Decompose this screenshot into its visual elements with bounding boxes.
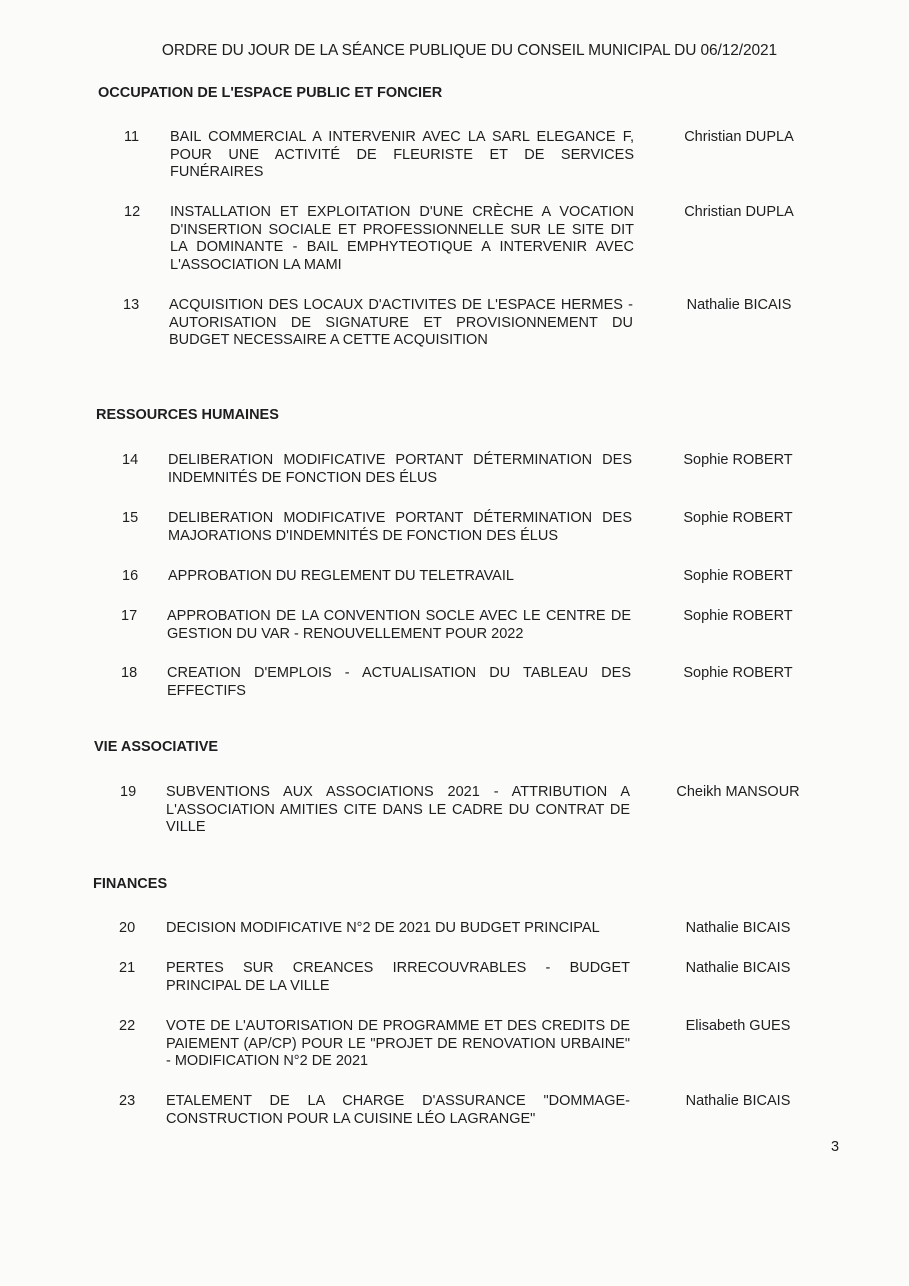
- item-rapporteur: Sophie ROBERT: [683, 665, 793, 681]
- item-number: 13: [123, 297, 140, 313]
- item-text: SUBVENTIONS AUX ASSOCIATIONS 2021 - ATTRIBUTION A L'ASSOCIATION AMITIES CITE DANS LE CADRE DU CONTRAT DE VILLE: [166, 784, 630, 836]
- item-text: ACQUISITION DES LOCAUX D'ACTIVITES DE L'ESPACE HERMES - AUTORISATION DE SIGNATURE ET PROVISIONNEMENT DU BUDGET NECESSAIRE A CETTE ACQUISITION: [169, 297, 633, 349]
- page-number: 3: [831, 1139, 840, 1155]
- item-text: VOTE DE L'AUTORISATION DE PROGRAMME ET DES CREDITS DE PAIEMENT (AP/CP) POUR LE "PROJET DE RENOVATION URBAINE" - MODIFICATION N°2 DE 2021: [166, 1018, 630, 1070]
- item-text: DELIBERATION MODIFICATIVE PORTANT DÉTERMINATION DES MAJORATIONS D'INDEMNITÉS DE FONCTION DES ÉLUS: [168, 510, 632, 544]
- item-number: 16: [122, 568, 139, 584]
- item-rapporteur: Nathalie BICAIS: [686, 297, 792, 313]
- item-number: 20: [119, 920, 136, 936]
- item-text: DECISION MODIFICATIVE N°2 DE 2021 DU BUDGET PRINCIPAL: [166, 920, 600, 936]
- item-text: INSTALLATION ET EXPLOITATION D'UNE CRÈCHE A VOCATION D'INSERTION SOCIALE ET PROFESSIONNELLE SUR LE SITE DIT LA DOMINANTE - BAIL EMPHYTEOTIQUE A INTERVENIR AVEC L'ASSOCIATION LA MAMI: [170, 204, 634, 273]
- item-number: 22: [119, 1018, 136, 1034]
- section-title-vie-associative: VIE ASSOCIATIVE: [94, 739, 219, 755]
- item-rapporteur: Elisabeth GUES: [685, 1018, 791, 1034]
- item-text: BAIL COMMERCIAL A INTERVENIR AVEC LA SARL ELEGANCE F, POUR UNE ACTIVITÉ DE FLEURISTE ET DE SERVICES FUNÉRAIRES: [170, 129, 634, 181]
- item-rapporteur: Cheikh MANSOUR: [676, 784, 800, 800]
- item-text: PERTES SUR CREANCES IRRECOUVRABLES - BUDGET PRINCIPAL DE LA VILLE: [166, 960, 630, 994]
- item-number: 18: [121, 665, 138, 681]
- section-title-occupation: OCCUPATION DE L'ESPACE PUBLIC ET FONCIER: [98, 85, 443, 101]
- item-rapporteur: Sophie ROBERT: [683, 452, 793, 468]
- page-header-title: ORDRE DU JOUR DE LA SÉANCE PUBLIQUE DU CONSEIL MUNICIPAL DU 06/12/2021: [161, 42, 778, 59]
- item-rapporteur: Sophie ROBERT: [683, 510, 793, 526]
- section-title-finances: FINANCES: [93, 876, 168, 892]
- item-text: DELIBERATION MODIFICATIVE PORTANT DÉTERMINATION DES INDEMNITÉS DE FONCTION DES ÉLUS: [168, 452, 632, 486]
- item-text: ETALEMENT DE LA CHARGE D'ASSURANCE "DOMMAGE-CONSTRUCTION POUR LA CUISINE LÉO LAGRANGE": [166, 1093, 630, 1127]
- item-number: 12: [124, 204, 141, 220]
- item-rapporteur: Christian DUPLA: [684, 204, 794, 220]
- item-rapporteur: Nathalie BICAIS: [685, 960, 791, 976]
- item-number: 14: [122, 452, 139, 468]
- item-text: APPROBATION DU REGLEMENT DU TELETRAVAIL: [168, 568, 514, 584]
- item-rapporteur: Christian DUPLA: [684, 129, 794, 145]
- item-text: CREATION D'EMPLOIS - ACTUALISATION DU TABLEAU DES EFFECTIFS: [167, 665, 631, 699]
- item-number: 21: [119, 960, 136, 976]
- item-number: 11: [124, 129, 140, 145]
- item-number: 17: [121, 608, 138, 624]
- item-rapporteur: Sophie ROBERT: [683, 568, 793, 584]
- item-number: 19: [120, 784, 137, 800]
- item-rapporteur: Nathalie BICAIS: [685, 920, 791, 936]
- item-text: APPROBATION DE LA CONVENTION SOCLE AVEC LE CENTRE DE GESTION DU VAR - RENOUVELLEMENT POUR 2022: [167, 608, 631, 642]
- item-number: 23: [119, 1093, 136, 1109]
- section-title-ressources-humaines: RESSOURCES HUMAINES: [96, 407, 279, 423]
- item-rapporteur: Sophie ROBERT: [683, 608, 793, 624]
- item-rapporteur: Nathalie BICAIS: [685, 1093, 791, 1109]
- item-number: 15: [122, 510, 139, 526]
